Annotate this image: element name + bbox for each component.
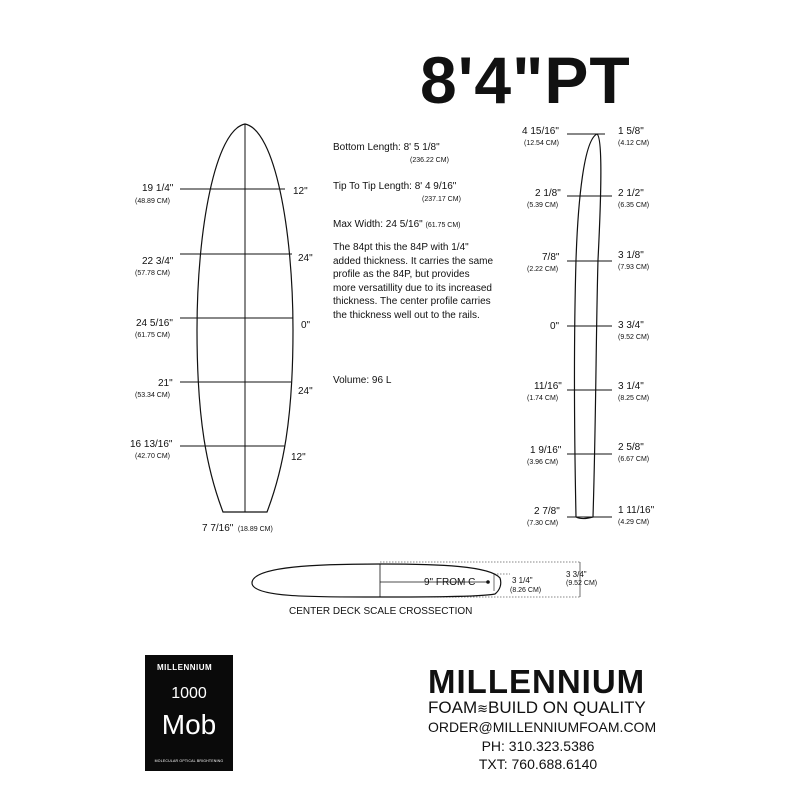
station-label-3: 0" — [301, 320, 311, 331]
company-name: MILLENNIUM — [428, 663, 646, 700]
rocker-left-cm-5: (1.74 CM) — [527, 395, 559, 402]
tagline-rest: BUILD ON QUALITY — [488, 698, 646, 717]
tagline-foam: FOAM — [428, 698, 478, 717]
station-label-2: 24" — [298, 253, 313, 264]
board-model-title: 8'4"PT — [420, 43, 631, 117]
rocker-left-cm-3: (2.22 CM) — [527, 266, 559, 273]
rocker-left-value-7: 2 7/8" — [534, 506, 560, 517]
crosssection-measure-point — [486, 580, 490, 584]
width-cm-5: (42.70 CM) — [135, 453, 171, 460]
tail-width-cm: (18.89 CM) — [237, 526, 273, 533]
company-phone: PH: 310.323.5386 — [481, 738, 595, 754]
crosssection-caption: CENTER DECK SCALE CROSSECTION — [289, 606, 473, 617]
rocker-left-value-6: 1 9/16" — [530, 445, 562, 456]
logo-name: Mob — [161, 709, 217, 740]
width-value-5: 16 13/16" — [130, 439, 173, 450]
spec-description — [333, 241, 493, 322]
logo-subtitle: MOLECULAR OPTICAL BRIGHTENING — [154, 759, 224, 763]
rocker-right-value-4: 3 3/4" — [618, 320, 644, 331]
rocker-left-value-5: 11/16" — [534, 381, 562, 392]
tail-width — [202, 518, 273, 536]
description-line: more versatillity due to its increased — [333, 282, 492, 294]
description-line: the thickness well out to the rails. — [333, 309, 480, 321]
rocker-right-value-6: 2 5/8" — [618, 442, 644, 453]
width-value-3: 24 5/16" — [136, 318, 173, 329]
crosssection-center-value: 3 3/4" — [566, 570, 587, 579]
width-cm-2: (57.78 CM) — [135, 270, 171, 277]
rocker-right-value-2: 2 1/2" — [618, 188, 644, 199]
crosssection-rail-value: 3 1/4" — [512, 576, 533, 585]
spec-max-width-value: Max Width: 24 5/16" — [333, 219, 423, 230]
rocker-right-cm-6: (6.67 CM) — [618, 456, 650, 463]
rocker-right-cm-4: (9.52 CM) — [618, 334, 650, 341]
station-label-5: 12" — [291, 452, 306, 463]
spec-tip-to-tip-cm: (237.17 CM) — [422, 196, 461, 203]
wave-icon: ≋ — [477, 701, 489, 716]
spec-volume: Volume: 96 L — [333, 375, 392, 386]
width-value-2: 22 3/4" — [142, 256, 174, 267]
rocker-right-value-3: 3 1/8" — [618, 250, 644, 261]
rocker-left-value-3: 7/8" — [542, 252, 560, 263]
rocker-left-cm-2: (5.39 CM) — [527, 202, 559, 209]
rocker-right-cm-7: (4.29 CM) — [618, 519, 650, 526]
logo-brand: MILLENNIUM — [157, 663, 213, 672]
rocker-left-cm-1: (12.54 CM) — [524, 140, 560, 147]
rocker-right-cm-3: (7.93 CM) — [618, 264, 650, 271]
width-cm-1: (48.89 CM) — [135, 198, 171, 205]
company-tagline — [428, 698, 646, 718]
spec-tip-to-tip: Tip To Tip Length: 8' 4 9/16" — [333, 181, 457, 192]
width-cm-3: (61.75 CM) — [135, 332, 171, 339]
description-line: profile as the 84P, but provides — [333, 269, 470, 280]
description-line: The 84pt this the 84P with 1/4" — [333, 242, 469, 253]
rocker-right-cm-5: (8.25 CM) — [618, 395, 650, 402]
rocker-left-cm-6: (3.96 CM) — [527, 459, 559, 466]
description-line: added thickness. It carries the same — [333, 255, 494, 267]
company-text: TXT: 760.688.6140 — [478, 756, 598, 772]
crosssection-center-cm: (9.52 CM) — [566, 580, 598, 587]
rocker-right-value-1: 1 5/8" — [618, 126, 644, 137]
logo-number: 1000 — [171, 685, 207, 702]
station-label-4: 24" — [298, 386, 313, 397]
crosssection-rail-cm: (8.26 CM) — [510, 587, 542, 594]
width-cm-4: (53.34 CM) — [135, 392, 171, 399]
rocker-left-value-4: 0" — [550, 321, 560, 332]
spec-max-width — [333, 218, 461, 233]
tail-width-value: 7 7/16" — [202, 523, 234, 534]
rocker-right-cm-2: (6.35 CM) — [618, 202, 650, 209]
rocker-right-value-5: 3 1/4" — [618, 381, 644, 392]
description-line: thickness. The center profile carries — [333, 296, 491, 307]
mob-logo — [145, 655, 233, 771]
spec-max-width-cm: (61.75 CM) — [425, 222, 461, 229]
rocker-left-cm-7: (7.30 CM) — [527, 520, 559, 527]
crosssection-from-center: 9" FROM C — [424, 577, 476, 588]
rocker-left-value-1: 4 15/16" — [522, 126, 559, 137]
company-email[interactable]: ORDER@MILLENNIUMFOAM.COM — [428, 719, 657, 735]
rocker-left-value-2: 2 1/8" — [535, 188, 561, 199]
spec-bottom-length: Bottom Length: 8' 5 1/8" — [333, 142, 440, 153]
width-value-1: 19 1/4" — [142, 183, 174, 194]
rocker-right-cm-1: (4.12 CM) — [618, 140, 650, 147]
rocker-right-value-7: 1 11/16" — [618, 505, 655, 516]
spec-bottom-length-cm: (236.22 CM) — [410, 157, 449, 164]
station-label-1: 12" — [293, 186, 308, 197]
width-value-4: 21" — [158, 378, 173, 389]
